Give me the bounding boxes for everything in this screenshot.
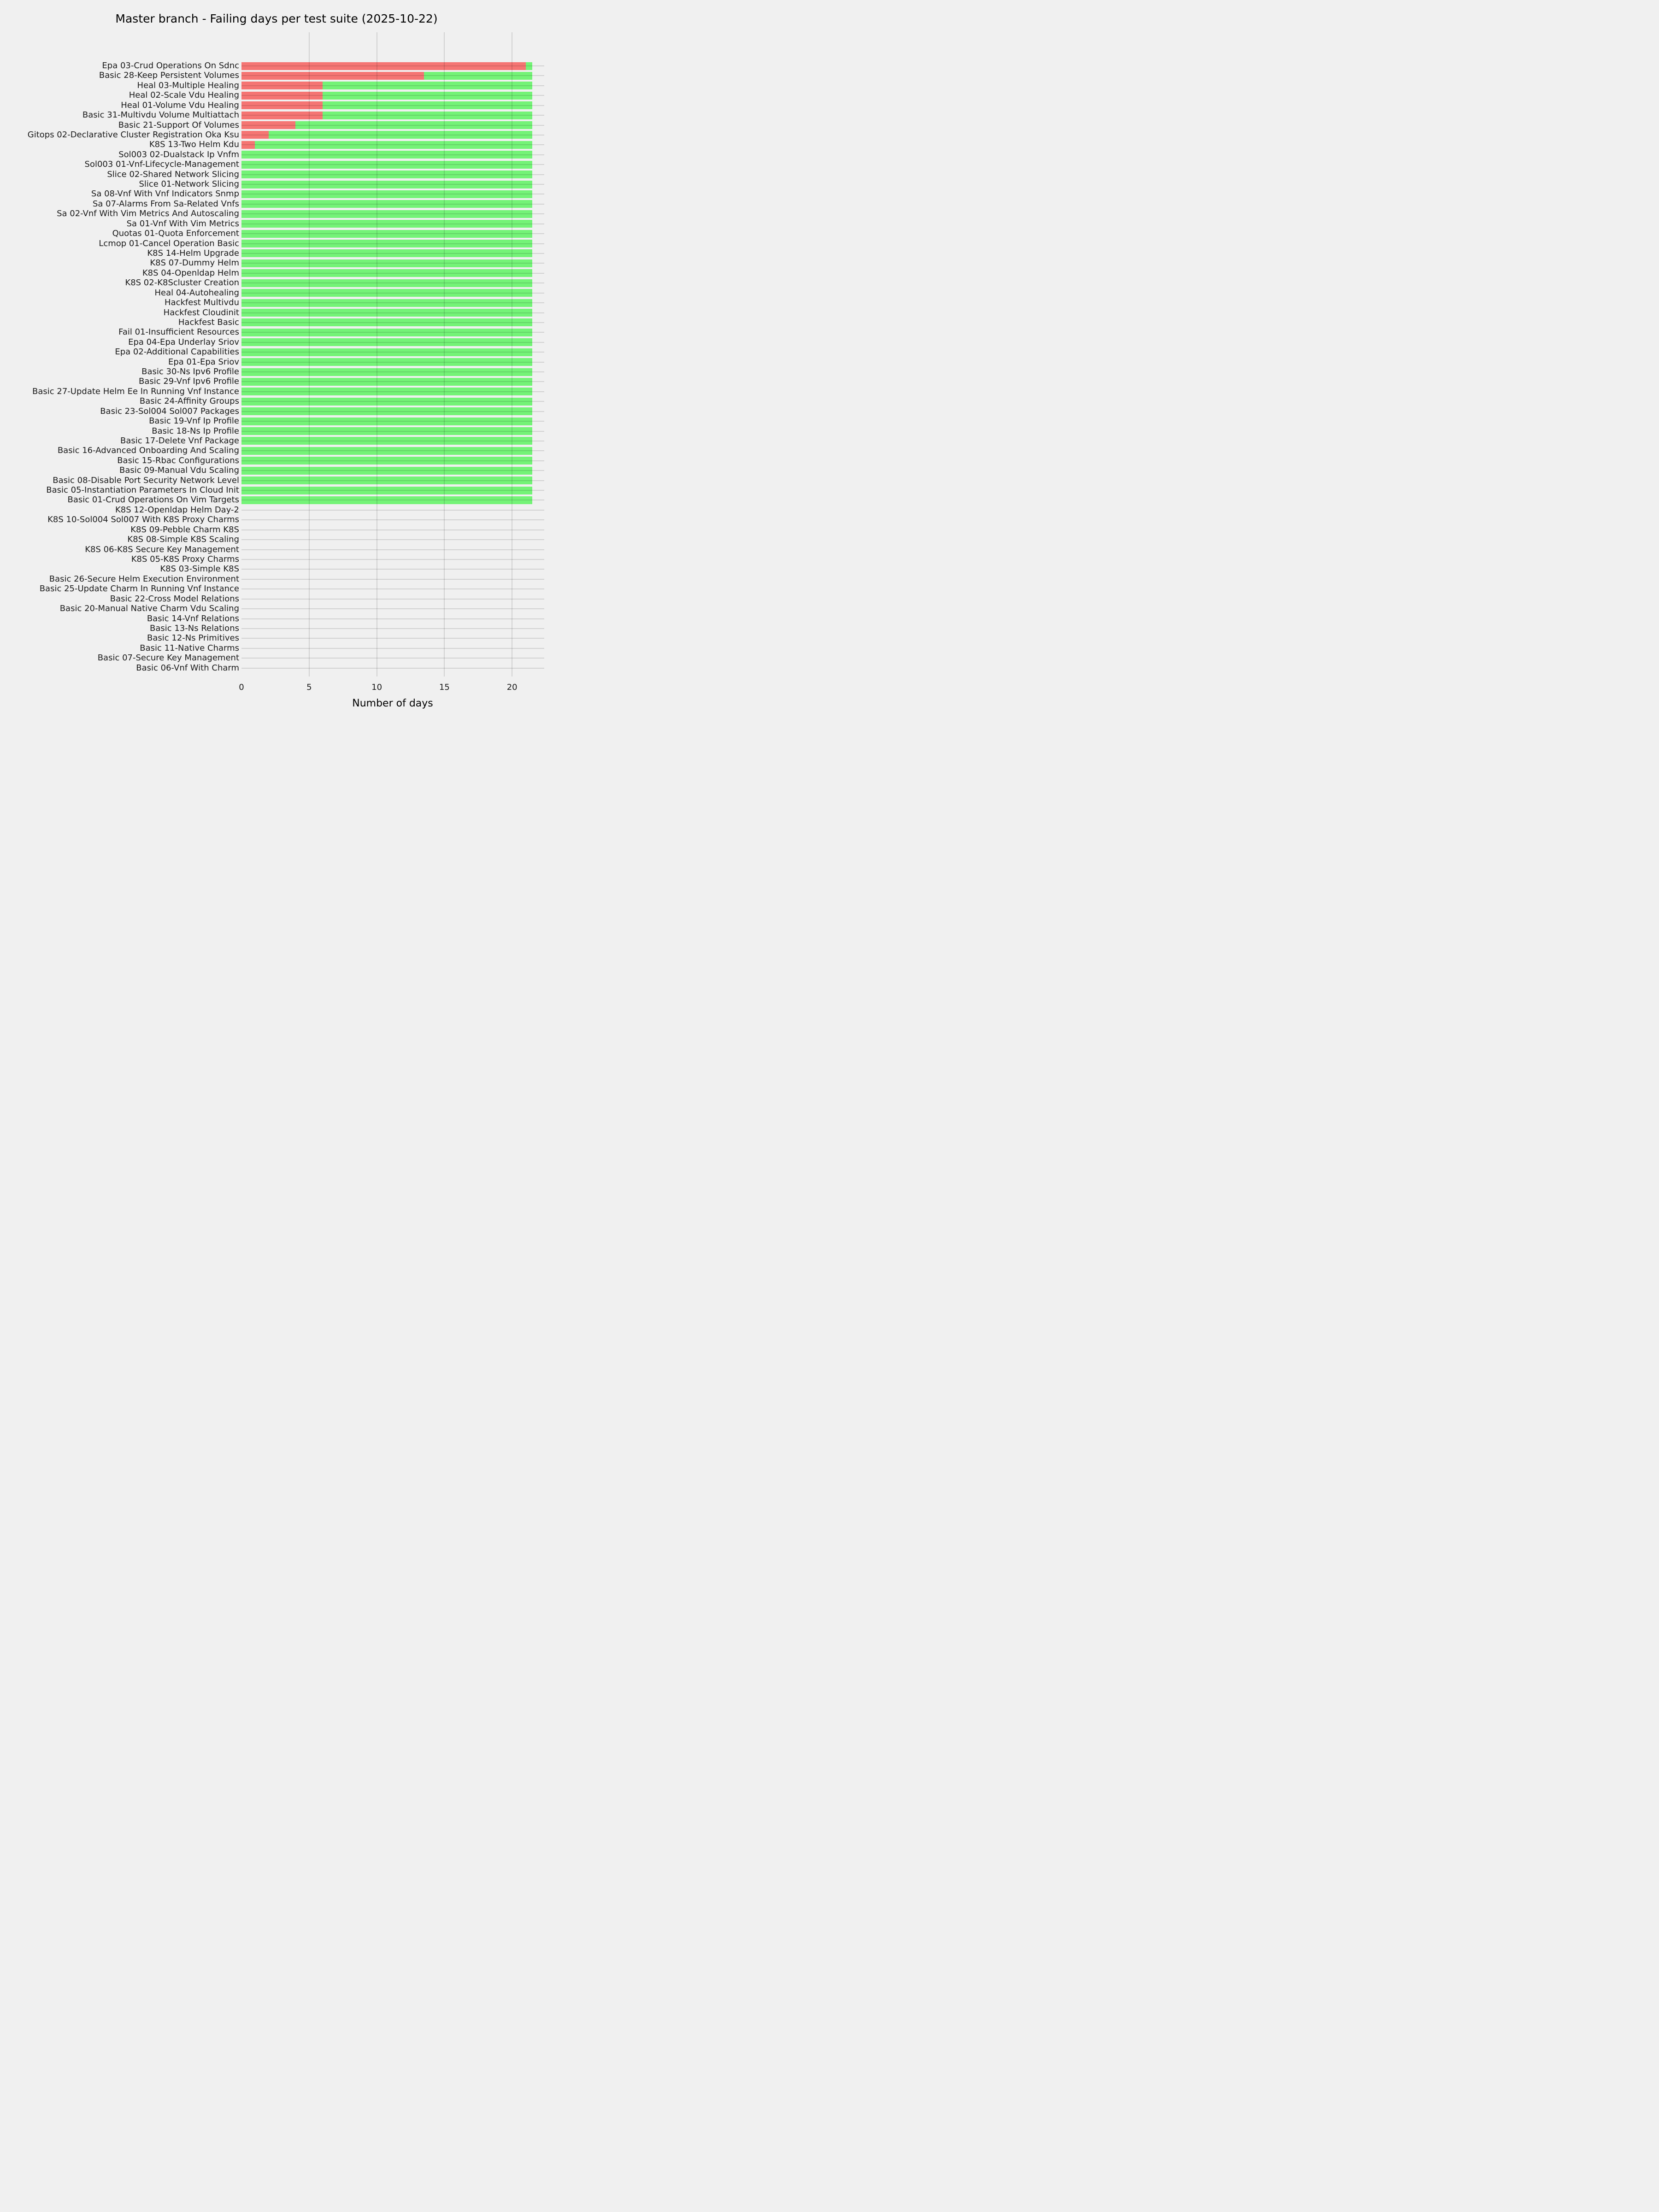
y-tick-label: Basic 01-Crud Operations On Vim Targets (67, 495, 239, 505)
y-tick-label: Sol003 01-Vnf-Lifecycle-Management (84, 159, 239, 170)
y-tick-label: Basic 08-Disable Port Security Network Level (53, 475, 239, 485)
y-tick-label: Heal 04-Autohealing (154, 288, 239, 298)
h-gridline (241, 302, 544, 303)
y-tick-label: Sa 02-Vnf With Vim Metrics And Autoscaling (57, 209, 239, 219)
h-gridline (241, 588, 544, 589)
h-gridline (241, 164, 544, 165)
y-tick-label: Sa 07-Alarms From Sa-Related Vnfs (92, 199, 239, 209)
h-gridline (241, 85, 544, 86)
h-gridline (241, 648, 544, 649)
y-tick-label: Basic 13-Ns Relations (149, 623, 239, 633)
y-tick-label: Basic 07-Secure Key Management (97, 653, 239, 663)
h-gridline (241, 184, 544, 185)
h-gridline (241, 599, 544, 600)
y-tick-label: Basic 11-Native Charms (140, 643, 239, 653)
h-gridline (241, 519, 544, 520)
y-tick-label: Quotas 01-Quota Enforcement (112, 229, 239, 239)
h-gridline (241, 75, 544, 76)
x-tick-label: 10 (371, 682, 382, 692)
h-gridline (241, 411, 544, 412)
h-gridline (241, 450, 544, 451)
y-tick-label: Hackfest Multivdu (165, 298, 239, 308)
h-gridline (241, 65, 544, 66)
h-gridline (241, 401, 544, 402)
h-gridline (241, 352, 544, 353)
h-gridline (241, 105, 544, 106)
h-gridline (241, 253, 544, 254)
y-tick-label: K8S 12-Openldap Helm Day-2 (115, 505, 239, 515)
y-tick-label: Basic 23-Sol004 Sol007 Packages (100, 406, 239, 416)
h-gridline (241, 362, 544, 363)
y-tick-label: Heal 02-Scale Vdu Healing (129, 90, 239, 100)
y-tick-label: Epa 04-Epa Underlay Sriov (128, 337, 239, 347)
h-gridline (241, 312, 544, 313)
y-tick-label: K8S 02-K8Scluster Creation (125, 278, 239, 288)
y-tick-label: Sa 08-Vnf With Vnf Indicators Snmp (91, 189, 239, 199)
y-tick-label: Basic 27-Update Helm Ee In Running Vnf Instance (32, 386, 239, 396)
h-gridline (241, 460, 544, 461)
x-tick-label: 5 (306, 682, 312, 692)
h-gridline (241, 371, 544, 372)
y-tick-label: Basic 21-Support Of Volumes (118, 120, 239, 130)
y-tick-label: K8S 13-Two Helm Kdu (149, 140, 239, 150)
y-tick-label: Hackfest Cloudinit (163, 307, 239, 318)
h-gridline (241, 263, 544, 264)
h-gridline (241, 332, 544, 333)
h-gridline (241, 668, 544, 669)
h-gridline (241, 480, 544, 481)
y-tick-label: Basic 30-Ns Ipv6 Profile (141, 367, 239, 377)
y-tick-label: K8S 07-Dummy Helm (150, 258, 239, 268)
h-gridline (241, 293, 544, 294)
h-gridline (241, 510, 544, 511)
y-tick-label: Basic 16-Advanced Onboarding And Scaling (57, 446, 239, 456)
h-gridline (241, 95, 544, 96)
h-gridline (241, 638, 544, 639)
y-tick-label: Basic 19-Vnf Ip Profile (149, 416, 239, 426)
y-tick-label: Sol003 02-Dualstack Ip Vnfm (118, 149, 239, 159)
y-tick-label: Basic 31-Multivdu Volume Multiattach (82, 110, 239, 120)
h-gridline (241, 125, 544, 126)
h-gridline (241, 213, 544, 214)
h-gridline (241, 144, 544, 145)
h-gridline (241, 273, 544, 274)
v-gridline (309, 32, 310, 677)
h-gridline (241, 559, 544, 560)
y-tick-label: Slice 01-Network Slicing (139, 179, 239, 189)
y-tick-label: Lcmop 01-Cancel Operation Basic (99, 238, 239, 248)
y-tick-label: Basic 28-Keep Persistent Volumes (99, 71, 239, 81)
h-gridline (241, 549, 544, 550)
y-tick-label: Heal 03-Multiple Healing (137, 80, 239, 90)
y-tick-label: Basic 05-Instantiation Parameters In Cloud Init (46, 485, 239, 495)
x-tick-label: 20 (506, 682, 518, 692)
y-tick-label: Slice 02-Shared Network Slicing (107, 169, 239, 179)
h-gridline (241, 539, 544, 540)
h-gridline (241, 115, 544, 116)
h-gridline (241, 608, 544, 609)
h-gridline (241, 618, 544, 619)
y-tick-label: Basic 24-Affinity Groups (139, 396, 239, 406)
y-tick-label: Heal 01-Volume Vdu Healing (121, 100, 239, 110)
y-tick-label: K8S 04-Openldap Helm (142, 268, 239, 278)
chart-figure (0, 0, 553, 737)
y-tick-label: K8S 10-Sol004 Sol007 With K8S Proxy Charms (47, 515, 239, 525)
y-tick-label: Basic 25-Update Charm In Running Vnf Instance (39, 584, 239, 594)
y-tick-label: Basic 09-Manual Vdu Scaling (119, 465, 239, 476)
y-tick-label: K8S 03-Simple K8S (160, 564, 239, 574)
h-gridline (241, 470, 544, 471)
h-gridline (241, 628, 544, 629)
chart-title: Master branch - Failing days per test suite (2025-10-22) (115, 12, 438, 25)
h-gridline (241, 431, 544, 432)
y-tick-label: K8S 06-K8S Secure Key Management (85, 544, 239, 554)
y-tick-label: K8S 08-Simple K8S Scaling (127, 535, 239, 545)
h-gridline (241, 282, 544, 283)
y-tick-label: Sa 01-Vnf With Vim Metrics (126, 218, 239, 229)
h-gridline (241, 569, 544, 570)
x-axis-title: Number of days (352, 698, 433, 709)
y-tick-label: Gitops 02-Declarative Cluster Registration Oka Ksu (27, 129, 239, 140)
v-gridline (444, 32, 445, 677)
h-gridline (241, 243, 544, 244)
h-gridline (241, 529, 544, 530)
x-tick-label: 15 (439, 682, 450, 692)
h-gridline (241, 579, 544, 580)
y-tick-label: Basic 15-Rbac Configurations (117, 455, 239, 465)
y-tick-label: Basic 20-Manual Native Charm Vdu Scaling (59, 604, 239, 614)
h-gridline (241, 658, 544, 659)
y-tick-label: K8S 09-Pebble Charm K8S (130, 524, 239, 535)
y-tick-label: Hackfest Basic (178, 317, 239, 327)
y-tick-label: Basic 17-Delete Vnf Package (120, 435, 239, 446)
y-tick-label: K8S 05-K8S Proxy Charms (131, 554, 239, 564)
y-tick-label: Epa 03-Crud Operations On Sdnc (102, 61, 239, 71)
h-gridline (241, 490, 544, 491)
y-tick-label: Basic 22-Cross Model Relations (110, 594, 239, 604)
x-tick-label: 0 (239, 682, 244, 692)
y-tick-label: K8S 14-Helm Upgrade (147, 248, 239, 258)
y-tick-label: Fail 01-Insufficient Resources (118, 327, 239, 337)
h-gridline (241, 154, 544, 155)
h-gridline (241, 381, 544, 382)
y-tick-label: Basic 12-Ns Primitives (147, 633, 239, 643)
y-tick-label: Basic 26-Secure Helm Execution Environment (49, 574, 239, 584)
y-tick-label: Epa 02-Additional Capabilities (115, 347, 239, 357)
h-gridline (241, 421, 544, 422)
y-tick-label: Basic 14-Vnf Relations (147, 613, 239, 624)
y-tick-label: Basic 29-Vnf Ipv6 Profile (138, 377, 239, 387)
h-gridline (241, 174, 544, 175)
h-gridline (241, 342, 544, 343)
y-tick-label: Basic 18-Ns Ip Profile (152, 426, 239, 436)
h-gridline (241, 233, 544, 234)
h-gridline (241, 322, 544, 323)
y-tick-label: Epa 01-Epa Sriov (168, 357, 239, 367)
y-tick-label: Basic 06-Vnf With Charm (136, 663, 239, 673)
h-gridline (241, 391, 544, 392)
h-gridline (241, 204, 544, 205)
